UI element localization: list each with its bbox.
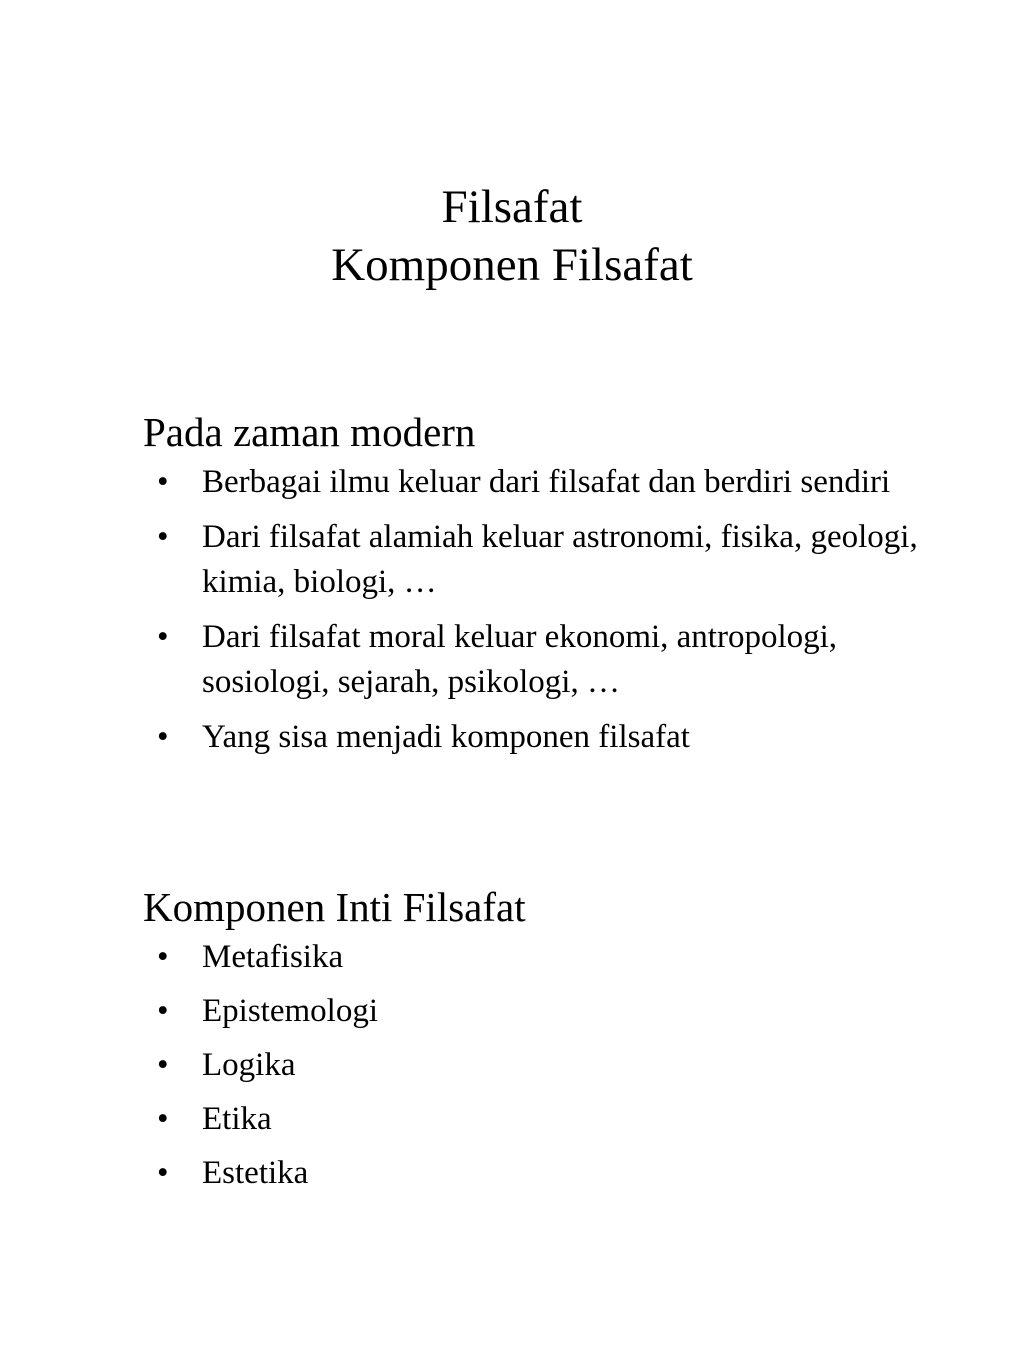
list-item-text: Estetika bbox=[202, 1155, 309, 1191]
section-heading: Komponen Inti Filsafat bbox=[143, 884, 526, 930]
bullet-icon: • bbox=[157, 1101, 169, 1137]
title-line-1: Filsafat bbox=[441, 181, 583, 233]
bullet-icon: • bbox=[157, 939, 169, 975]
list-item-text: Berbagai ilmu keluar dari filsafat dan berdiri sendiri bbox=[202, 464, 891, 500]
slide-title bbox=[0, 178, 1024, 294]
bullet-icon: • bbox=[157, 464, 169, 500]
list-item bbox=[143, 1097, 963, 1142]
list-item bbox=[143, 1043, 963, 1088]
list-item-text: Yang sisa menjadi komponen filsafat bbox=[202, 719, 690, 755]
bullet-list bbox=[143, 935, 963, 1196]
bullet-list bbox=[143, 460, 963, 760]
bullet-icon: • bbox=[157, 993, 169, 1029]
bullet-icon: • bbox=[157, 1155, 169, 1191]
list-item bbox=[143, 715, 963, 760]
list-item-text: Etika bbox=[202, 1101, 272, 1137]
section-modern-era bbox=[143, 406, 963, 770]
section-heading: Pada zaman modern bbox=[143, 409, 476, 455]
list-item-text: Logika bbox=[202, 1047, 296, 1083]
list-item bbox=[143, 935, 963, 980]
list-item bbox=[143, 615, 963, 705]
list-item bbox=[143, 1151, 963, 1196]
bullet-icon: • bbox=[157, 619, 169, 655]
title-line-2: Komponen Filsafat bbox=[331, 239, 693, 291]
bullet-icon: • bbox=[157, 1047, 169, 1083]
list-item bbox=[143, 989, 963, 1034]
list-item bbox=[143, 460, 963, 505]
bullet-icon: • bbox=[157, 519, 169, 555]
list-item-text: Metafisika bbox=[202, 939, 344, 975]
list-item-text: Dari filsafat moral keluar ekonomi, antropologi, sosiologi, sejarah, psikologi, … bbox=[202, 619, 838, 700]
list-item-text: Dari filsafat alamiah keluar astronomi, fisika, geologi, kimia, biologi, … bbox=[202, 519, 918, 600]
list-item-text: Epistemologi bbox=[202, 993, 378, 1029]
bullet-icon: • bbox=[157, 719, 169, 755]
list-item bbox=[143, 515, 963, 605]
section-core-components bbox=[143, 881, 963, 1205]
